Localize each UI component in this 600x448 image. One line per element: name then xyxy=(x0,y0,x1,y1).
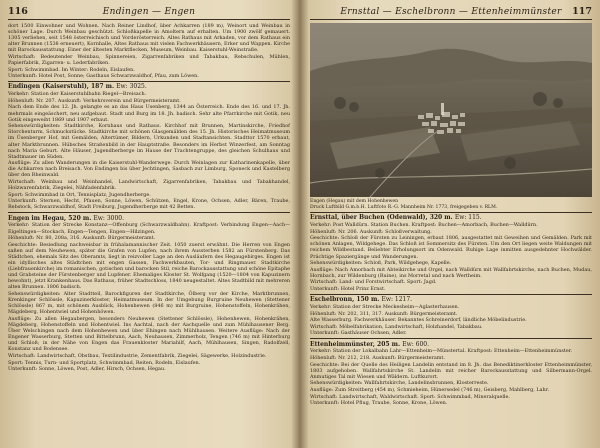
engen-unterkunft: Unterkunft: Sonne, Löwen, Post, Adler, Hirsch, Ochsen, Hegau. xyxy=(8,366,166,373)
right-running-title: Ernsttal — Eschelbronn — Ettenheimmünster xyxy=(340,7,562,17)
eschelbronn-unterkunft: Unterkunft: Gasthäuser Ochsen, Adler. xyxy=(310,330,407,337)
engen-sport: Sport: Tennis, Turn- und Sportplatz, Schwimmbad, Reiten, Rodeln, Eislaufen. xyxy=(8,359,201,366)
ernsttal-wirtschaft: Wirtschaft: Land- und Forstwirtschaft. Sport: Jagd. xyxy=(310,279,437,286)
ettenheim-verkehr: Verkehr: Station der Lokalbahn Lahr—Ettenheim—Münstertal. Kraftpost: Ettenheim—Ettenheimmünster. xyxy=(310,348,573,355)
left-page-number: 116 xyxy=(8,6,28,17)
ettenheim-unterkunft: Unterkunft: Hotel Pflug, Traube, Sonne, Krone, Löwen. xyxy=(310,400,448,407)
section-divider xyxy=(310,212,592,213)
section-divider xyxy=(8,212,290,213)
ettenheim-wirtschaft: Wirtschaft: Landwirtschaft, Waldwirtschaft. Sport: Schwimmbad, Mineralquelle. xyxy=(310,393,510,400)
endingen-sehen: Sehenswürdigkeiten: Stadtkirche, Kornhaus und Rathaus. Kirchhof mit Brunnen, Martinskirche, Friedhof Storchenturm, Schmuckstücke. Stadtkirche mit schönen Glasgemälden des 15. Jh. Historisches Heimatmuseum im Üsenberger Hof, mit Gemälden, Altertümer, Bildern, Urkunden und Stadtansichten. Stadttor 1570 erbaut, alter Marktbrunnen. Hübsches Straßenbild in der Hauptstraße. Besonders im Herbst Winzerfest, am Sonntag nach Maria Geburt. Alte Häuser, Jugendherberge im Hause der Trachtengruppe, des gleichen Schulhaus und Stadtmauer im Süden. xyxy=(8,123,290,160)
ernsttal-unterkunft: Unterkunft: Hotel Prinz Ernst. xyxy=(310,286,386,293)
eschelbronn-text: Alte Wasserburg. Fachwerkhäuser. Bekanntes Schreinerdorf, ländliche Möbelindustrie. xyxy=(310,317,527,324)
ernsttal-sehen: Sehenswürdigkeiten: Schloß, Park, Wildgehege, Kapelle. xyxy=(310,260,452,267)
ettenheim-ausfluege: Ausflüge: Zum Streitberg (454 m), Schmieheim, Hünersedel (746 m), Geisberg, Mahlberg, Lahr. xyxy=(310,386,550,393)
left-page-body xyxy=(8,23,290,446)
endingen-ausfluege: Ausflüge: Zu allen Wanderungen in die Kaiserstuhl-Wanderwege. Durch Weinlagen zur Katharinenkapelle, über die Achkarren nach Breisach. Von Endingen bis über Jechtingen, Sasbach zur Limburg, Sponeck und Kastelberg über den Rheinwald. xyxy=(8,160,290,179)
eschelbronn-verkehr: Verkehr: Station der Strecke Meckesheim—Aglasterhausen. xyxy=(310,304,460,311)
endingen-verkehr: Verkehr: Station der Kaiserstuhlbahn Riegel—Breisach. xyxy=(8,91,147,98)
endingen-unterkunft: Unterkunft: Sternen, Hecht, Pfauen, Sonne, Löwen, Schützen, Engel, Krone, Ochsen, Adler, Bären, Traube, Rebstock, Schwarzwaldhof, Stadt Freiburg, Jugendherberge mit 42 Betten. xyxy=(8,198,290,211)
entry-heading-ernsttal: Ernsttal, über Buchen (Odenwald), 320 m. Ew: 115. xyxy=(310,214,482,222)
ettenheim-sehen: Sehenswürdigkeiten: Wallfahrtskirche, Landelinsbrunnen, Klosterreste. xyxy=(310,380,489,387)
ernsttal-ausfluege: Ausflüge: Nach Amorbach mit Abteikirche und Orgel, nach Walldürn mit Wallfahrtskirche, nach Buchen, Mudau, Hornbach, zur Wildenburg (Ruine), ins Morretal und nach Wertheim. xyxy=(310,266,592,279)
aerial-photo-engen xyxy=(310,23,592,197)
entry-heading-engen: Engen im Hegau, 520 m. Ew: 3000. xyxy=(8,214,124,222)
right-page xyxy=(302,0,600,448)
intro-text: dort 1500 Einwohner und Wohnen. Nach Reiner Lindhof, über Achkarren (189 m), Weinort und Weinbau in schöner Lage. Durch Weinbau geschützt. Schloßkapelle in Amoltern auf erhalten. Um 1900 zwölf gemauert. 1305 verliehen, seit 1548 österreichisch und Vorderösterreich. Altes Rathaus mit Arkaden, vor dem Rathaus ein alter Brunnen (1538 erneuert), Kornhalle, Altes Rathaus mit vielen Fachwerkhäusern, Erker und Wappen. Kirche mit Barockausstattung. Einer der ältesten Marktflecken, Museum, Weinbau. Kaiserstuhl-Weinstraße. xyxy=(8,23,290,54)
entry-heading-endingen: Endingen (Kaiserstuhl), 187 m. Ew: 3025. xyxy=(8,83,147,91)
entry-heading-ettenheimmuenster: Ettenheimmünster, 205 m. Ew: 600. xyxy=(310,340,430,348)
endingen-hoehe: Höhenluft: Nr. 207. Auskunft: Verkehrsverein und Bürgermeisteramt. xyxy=(8,97,181,104)
engen-hoehe: Höhenluft: Nr. 80, 208a, 316. Auskunft: Bürgermeisteramt. xyxy=(8,235,156,242)
intro-wirtschaft: Wirtschaft: Bedeutender Weinbau, Spinnereien, Zigarrenfabriken und Tabakbau, Rebschulen, Mühlen, Papierfabrik, Zigarren- u. Lederfabriken. xyxy=(8,53,290,67)
aerial-photo-drawing xyxy=(310,23,592,197)
ernsttal-text: Geschichte: Schloß der Fürsten zu Leiningen, erbaut 1806, ausgestattet mit Geweihen und Gemälden. Park mit schönen Anlagen, Wildgehege. Das Schloß ist Sommersitz des Fürsten. Um den Ort liegen weite Waldungen mit reichem Wildbestand. Beliebter Erholungsort im Odenwald. Ruhige Lage inmitten ausgedehnter Hochwälder. Prächtige Spaziergänge und Wanderungen. xyxy=(310,235,592,260)
right-running-head xyxy=(310,6,592,20)
engen-ausfluege: Ausflüge: Zu allen Hegaubergen, besonders Neuhewen (Stettener Schlössle), Hohenhewen, Hohenkrähen, Mägdeberg, Hohenstoffeln und Hohentwiel. Ins Aachtal, nach der Aachquelle und zum Mühlhausener Berg. Über Welschingen nach dem Hohenhewen und über Ehingen nach Mühlhausen. Weitere Ausflüge: Nach der Engener Wasserburg, Stetten und Bittelbrunn, Aach, Neuhausen, Zimmerholz, Tengen (746 m) mit Hinterburg und Schloß; in der Nähe von Engen das Frauenkloster Mariahilf, Aach, Mühlhausen, Singen, Radolfzell, Konstanz und Bodensee. xyxy=(8,315,290,353)
endingen-text: Nach dem Ende des 12. Jh. gelangte es an das Haus Usenberg, 1344 an Österreich. Ende des 16. und 17. Jh. mehrmals eingeäschert, neu aufgebaut. Stadt und Burg im 18. Jh. badisch. Sehr alte Pfarrkirche mit Gotik, neu Gotik eingeweiht 1869 und 1907 erbaut. xyxy=(8,104,290,123)
engen-wirtschaft: Wirtschaft: Landwirtschaft, Obstbau, Textilindustrie, Zementfabrik, Ziegelei, Sägewerke, Holzindustrie. xyxy=(8,352,267,359)
ernsttal-verkehr: Verkehr: Post Walldürn. Station Buchen. Kraftpost: Buchen—Amorbach, Buchen—Walldürn. xyxy=(310,222,538,229)
left-running-title: Endingen — Engen xyxy=(102,7,196,17)
photo-caption-title: Engen (Hegau) mit dem Hohenhewen xyxy=(310,199,399,204)
section-divider xyxy=(310,338,592,339)
right-page-body xyxy=(310,23,592,446)
left-running-head xyxy=(8,6,290,20)
right-page-number: 117 xyxy=(572,6,592,17)
intro-unterkunft: Unterkunft: Hotel Post, Sonne; Gasthaus Schwarzwaldhof, Pfau, zum Löwen. xyxy=(8,73,199,80)
ettenheim-hoehe: Höhenluft: Nr. 212, 218. Auskunft: Bürgermeisteramt. xyxy=(310,355,445,361)
section-divider xyxy=(8,81,290,82)
photo-caption xyxy=(310,199,592,210)
engen-text: Geschichte: Besiedlung nachweisbar in frühalamannischer Zeit. 1050 zuerst erwähnt. Die Herren von Engen saßen auf dem Neuhewen, später die Grafen von Lupfen, nach ihrem Aussterben 1582 an Fürstenberg. Das Städtchen, ehemals Sitz des Oberamts, liegt in reizvoller Lage an den Ausläufern des Hegaugebirges. Engen ist ein idyllisches altes Städtchen mit engen Gassen, Fachwerkbauten, Tor- und Ringmauer. Stadtkirche (Liebfrauenkirche) im romanischen, gotischen und barocken Stil, reiche Barockausstattung und schöne Epitaphe und Grabsteine der Fürstenberger und Lupfener. Ehemaliges Kloster St. Wolfgang (1520—1804 von Kapuzinern bewohnt), jetzt Krankenhaus. Das Rathaus, früher Stadtschloss, 1840 neugestaltet. Altes Stadtbild mit mehreren alten Brunnen. 1806 badisch. xyxy=(8,241,290,291)
eschelbronn-wirtschaft: Wirtschaft: Möbelfabrikation, Landwirtschaft, Holzhandel, Tabakbau. xyxy=(310,323,483,330)
left-page xyxy=(0,0,298,448)
endingen-wirtschaft: Wirtschaft: Weinbau und Weinhandel, Landwirtschaft, Zigarrenfabriken, Tabakbau und Tabakhandel, Holzwarenfabrik, Ziegelei, Nähfadenfabrik. xyxy=(8,179,290,192)
section-divider xyxy=(310,294,592,295)
photo-caption-credit: Druck Luftbild G.m.b.H. Luftfoto R.-G. Mannheim Nr. 1773, freigegeben v. RLM. xyxy=(310,204,498,210)
intro-sport: Sport: Schwimmbad. Im Winter: Rodeln, Eislaufen. xyxy=(8,66,135,73)
engen-sehen: Sehenswürdigkeiten: Alter Stadtteil, Barockfiguren der Stadtkirche, Ölberg vor der Kirche, Marktbrunnen, Krenkinger Schlössle, Kapuzinerkloster, Heimatmuseum. In der Umgebung Burgruine Neuhewen (Stettener Schlössle) 867 m, mit schönem Ausblick, Hohenhewen (846 m) mit Burgruine, Hohenstoffeln, Hohenkrähen, Mägdeberg, Hohentwiel und Hohenhöwen. xyxy=(8,290,290,316)
endingen-sport: Sport: Schwimmbad in Ort, Tennisplatz, Jugendherberge. xyxy=(8,191,151,198)
entry-heading-eschelbronn: Eschelbronn, 150 m. Ew: 1217. xyxy=(310,296,413,304)
ettenheim-text: Geschichte: Bei der Quelle des Heiligen Landelin entstand im 8. Jh. das Benediktinerkloster Ettenheimmünster, 1803 aufgehoben. Wallfahrtskirche St. Landelin mit reicher Barockausstattung und Silbermann-Orgel. Anmutiges Tal mit Wiesen und Wäldern. Luftkurort. xyxy=(310,361,592,380)
ernsttal-hoehe: Höhenluft: Nr. 206. Auskunft: Schloßverwaltung. xyxy=(310,228,432,235)
engen-verkehr: Verkehr: Station der Strecke Konstanz—Offenburg (Schwarzwaldbahn). Kraftpost: Verbindung Engen—Aach—Eigeltingen—Stockach, Engen—Tengen, Engen—Hilzingen. xyxy=(8,222,290,235)
eschelbronn-hoehe: Höhenluft: Nr. 202, 311, 317. Auskunft: Bürgermeisteramt. xyxy=(310,310,458,317)
